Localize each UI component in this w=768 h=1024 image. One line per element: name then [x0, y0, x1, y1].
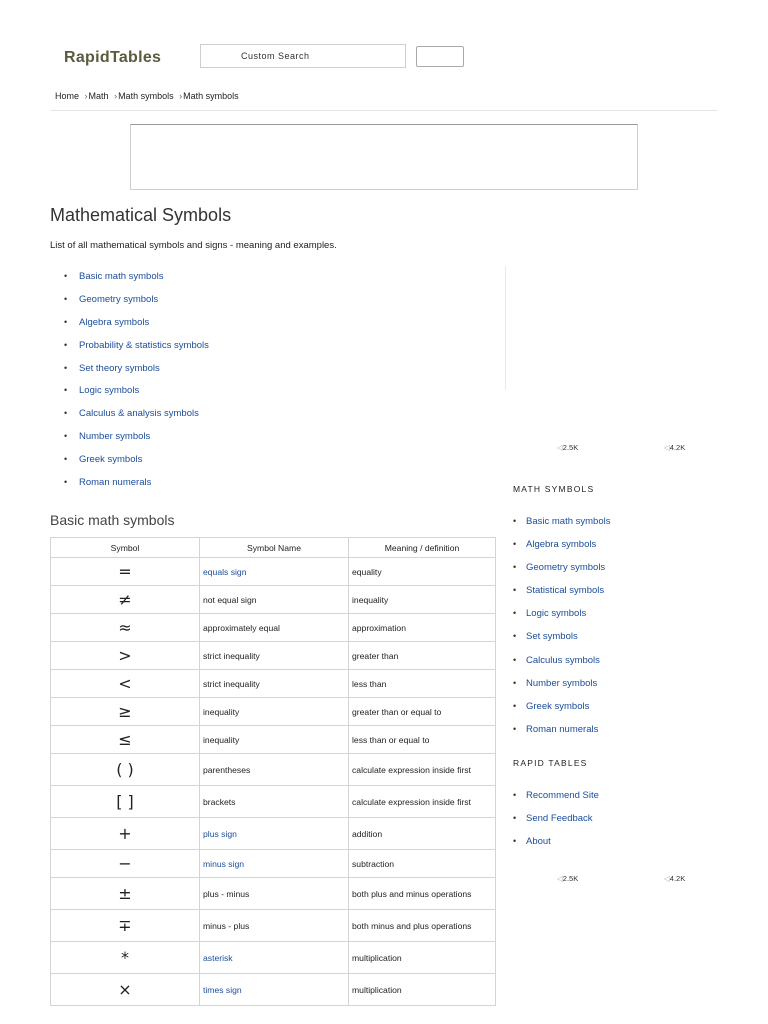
meaning-cell: subtraction: [349, 850, 496, 878]
breadcrumb-math[interactable]: Math: [88, 91, 109, 101]
category-list: [64, 271, 209, 500]
search-input[interactable]: [200, 44, 406, 68]
category-link[interactable]: Algebra symbols: [79, 316, 150, 328]
list-item: [64, 340, 209, 363]
share-count-button[interactable]: [557, 874, 578, 883]
send-feedback-link[interactable]: Send Feedback: [526, 813, 593, 825]
list-item: [64, 317, 209, 340]
table-row: [51, 850, 496, 878]
table-row: [51, 974, 496, 1006]
share-count-button[interactable]: [557, 443, 578, 452]
breadcrumb-separator: ›: [84, 91, 88, 101]
header-divider: [50, 110, 718, 111]
table-row: [51, 670, 496, 698]
list-item: [64, 454, 209, 477]
table-row: [51, 614, 496, 642]
breadcrumb-home[interactable]: Home: [55, 91, 80, 101]
category-link[interactable]: Roman numerals: [79, 477, 152, 489]
meaning-cell: calculate expression inside first: [349, 754, 496, 786]
column-header: Symbol Name: [200, 538, 349, 558]
table-row: [51, 698, 496, 726]
sidebar-link[interactable]: Roman numerals: [526, 723, 599, 735]
share-count: 2.5K: [562, 443, 579, 452]
search-placeholder: Custom Search: [241, 51, 310, 61]
category-link[interactable]: Set theory symbols: [79, 362, 160, 374]
symbol-name-link[interactable]: times sign: [200, 974, 349, 1006]
sidebar-item: [513, 608, 610, 631]
category-link[interactable]: Basic math symbols: [79, 271, 164, 282]
sidebar-link[interactable]: Statistical symbols: [526, 585, 605, 597]
sidebar-heading-rapid: RAPID TABLES: [513, 758, 588, 768]
symbol-cell: −: [51, 850, 200, 878]
symbol-name-cell: not equal sign: [200, 586, 349, 614]
breadcrumb-separator: ›: [114, 91, 118, 101]
sidebar-item: [513, 790, 599, 813]
symbol-cell: ∓: [51, 910, 200, 942]
symbol-cell: [ ]: [51, 786, 200, 818]
page-title: Mathematical Symbols: [50, 205, 232, 225]
share-arrow-icon: ◁: [664, 874, 670, 883]
sidebar-item: [513, 655, 610, 678]
meaning-cell: equality: [349, 558, 496, 586]
column-header: Meaning / definition: [349, 538, 496, 558]
table-row: [51, 910, 496, 942]
breadcrumb-math-symbols[interactable]: Math symbols: [118, 91, 174, 101]
list-item: [64, 477, 209, 500]
sidebar-item: [513, 562, 610, 585]
symbol-cell: ×: [51, 974, 200, 1006]
sidebar-heading-math: MATH SYMBOLS: [513, 484, 595, 494]
symbol-name-cell: strict inequality: [200, 670, 349, 698]
symbol-name-cell: parentheses: [200, 754, 349, 786]
symbol-name-link[interactable]: asterisk: [200, 942, 349, 974]
symbol-cell: ≈: [51, 614, 200, 642]
meaning-cell: inequality: [349, 586, 496, 614]
sidebar-link[interactable]: Number symbols: [526, 677, 598, 689]
symbol-cell: ≥: [51, 698, 200, 726]
symbol-name-cell: strict inequality: [200, 642, 349, 670]
sidebar-link[interactable]: Set symbols: [526, 631, 578, 643]
meaning-cell: less than or equal to: [349, 726, 496, 754]
search-button[interactable]: [416, 46, 464, 67]
share-arrow-icon: ◁: [557, 874, 563, 883]
symbol-name-link[interactable]: plus sign: [200, 818, 349, 850]
category-link[interactable]: Geometry symbols: [79, 293, 159, 305]
symbols-table: [50, 537, 496, 1006]
ad-side-divider: [505, 266, 506, 390]
table-row: [51, 726, 496, 754]
sidebar-link[interactable]: Geometry symbols: [526, 562, 606, 574]
symbol-name-cell: inequality: [200, 698, 349, 726]
share-count-button[interactable]: [664, 443, 685, 452]
sidebar-link[interactable]: Calculus symbols: [526, 654, 600, 666]
recommend-site-link[interactable]: Recommend Site: [526, 790, 599, 801]
table-row: [51, 942, 496, 974]
meaning-cell: multiplication: [349, 974, 496, 1006]
meaning-cell: calculate expression inside first: [349, 786, 496, 818]
breadcrumb: [55, 91, 239, 101]
symbol-cell: =: [51, 558, 200, 586]
list-item: [64, 294, 209, 317]
meaning-cell: approximation: [349, 614, 496, 642]
share-arrow-icon: ◁: [557, 443, 563, 452]
sidebar-item: [513, 678, 610, 701]
sidebar-item: [513, 724, 610, 747]
symbol-name-cell: inequality: [200, 726, 349, 754]
symbol-cell: <: [51, 670, 200, 698]
table-row: [51, 818, 496, 850]
sidebar-link[interactable]: Greek symbols: [526, 700, 590, 712]
symbol-cell: ≤: [51, 726, 200, 754]
sidebar-item: [513, 701, 610, 724]
sidebar-link[interactable]: Logic symbols: [526, 608, 587, 620]
meaning-cell: greater than or equal to: [349, 698, 496, 726]
table-row: [51, 586, 496, 614]
sidebar-item: [513, 585, 610, 608]
about-link[interactable]: About: [526, 836, 551, 848]
symbol-cell: *: [51, 942, 200, 974]
meaning-cell: less than: [349, 670, 496, 698]
symbol-cell: +: [51, 818, 200, 850]
share-count: 4.2K: [669, 874, 686, 883]
symbol-name-link[interactable]: minus sign: [200, 850, 349, 878]
meaning-cell: addition: [349, 818, 496, 850]
share-count: 2.5K: [562, 874, 579, 883]
breadcrumb-current: Math symbols: [183, 91, 239, 101]
meaning-cell: both plus and minus operations: [349, 878, 496, 910]
column-header: Symbol: [51, 538, 200, 558]
ad-banner: [130, 124, 638, 190]
table-header-row: [51, 538, 496, 558]
symbol-name-cell: approximately equal: [200, 614, 349, 642]
symbol-name-cell: minus - plus: [200, 910, 349, 942]
sidebar-math-list: [513, 516, 610, 747]
sidebar-item: [513, 539, 610, 562]
site-logo[interactable]: RapidTables: [64, 49, 162, 66]
sidebar-item: [513, 836, 599, 859]
category-link[interactable]: Number symbols: [79, 431, 151, 443]
sidebar-link[interactable]: Basic math symbols: [526, 516, 611, 527]
sidebar-link[interactable]: Algebra symbols: [526, 539, 597, 551]
sidebar-item: [513, 631, 610, 654]
symbol-cell: ≠: [51, 586, 200, 614]
table-row: [51, 754, 496, 786]
category-link[interactable]: Probability & statistics symbols: [79, 339, 209, 351]
symbol-cell: ( ): [51, 754, 200, 786]
symbol-cell: ±: [51, 878, 200, 910]
list-item: [64, 431, 209, 454]
symbol-cell: >: [51, 642, 200, 670]
table-row: [51, 786, 496, 818]
meaning-cell: multiplication: [349, 942, 496, 974]
table-row: [51, 878, 496, 910]
list-item: [64, 408, 209, 431]
sidebar-item: [513, 516, 610, 539]
list-item: [64, 271, 209, 294]
list-item: [64, 385, 209, 408]
symbol-name-cell: plus - minus: [200, 878, 349, 910]
meaning-cell: greater than: [349, 642, 496, 670]
meaning-cell: both minus and plus operations: [349, 910, 496, 942]
section-heading: Basic math symbols: [50, 512, 175, 528]
share-count: 4.2K: [669, 443, 686, 452]
sidebar-item: [513, 813, 599, 836]
list-item: [64, 363, 209, 386]
symbol-name-link[interactable]: equals sign: [200, 558, 349, 586]
category-link[interactable]: Greek symbols: [79, 454, 143, 466]
category-link[interactable]: Calculus & analysis symbols: [79, 408, 199, 420]
sidebar-rapid-list: [513, 790, 599, 859]
intro-text: List of all mathematical symbols and signs - meaning and examples.: [50, 240, 337, 251]
breadcrumb-separator: ›: [179, 91, 183, 101]
table-row: [51, 558, 496, 586]
share-arrow-icon: ◁: [664, 443, 670, 452]
symbol-name-cell: brackets: [200, 786, 349, 818]
category-link[interactable]: Logic symbols: [79, 385, 140, 397]
table-row: [51, 642, 496, 670]
share-count-button[interactable]: [664, 874, 685, 883]
